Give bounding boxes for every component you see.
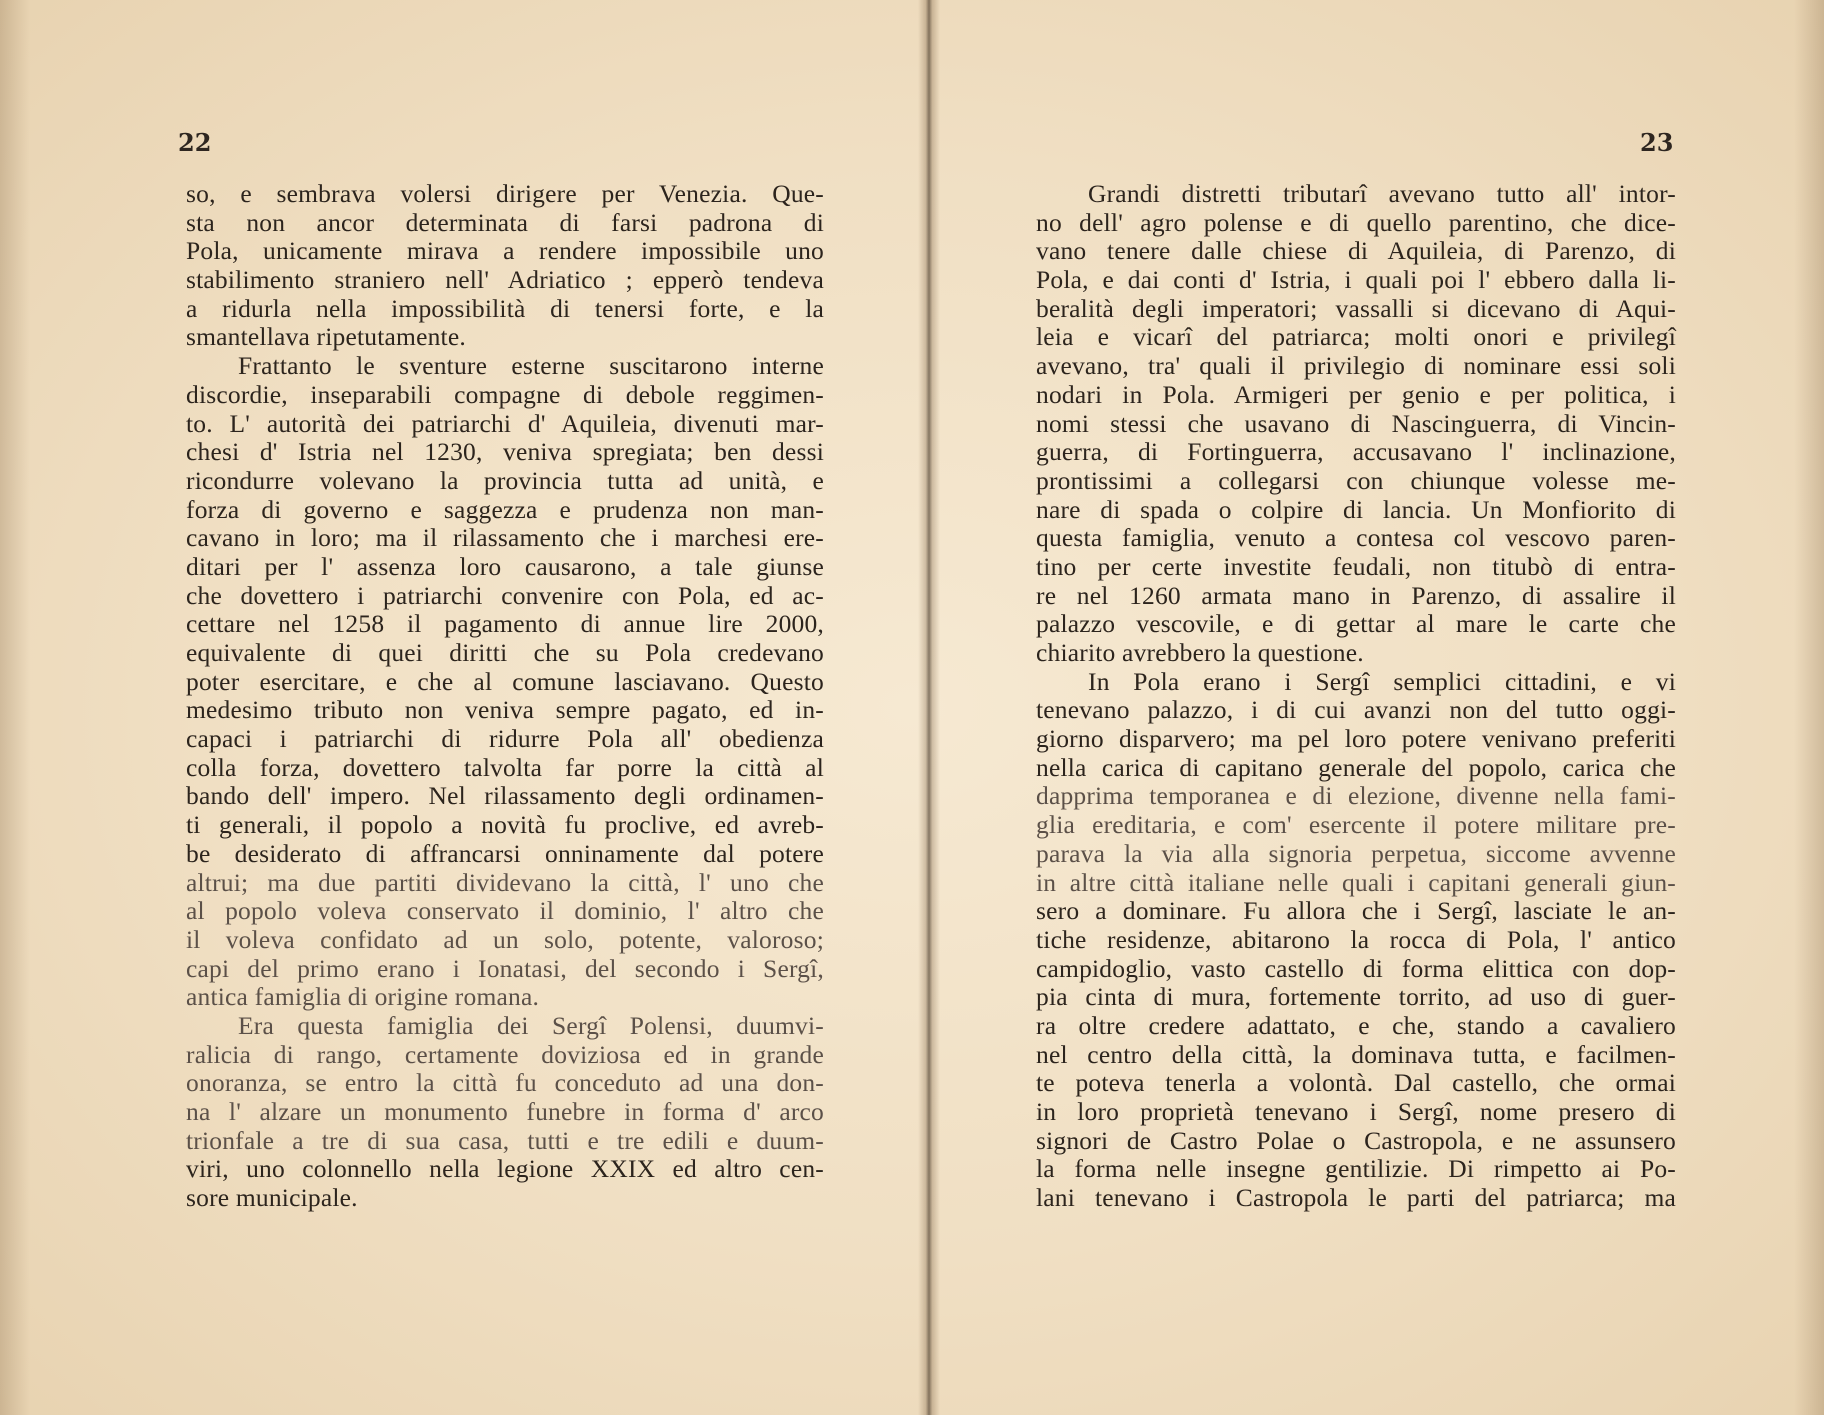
text-line: capi del primo erano i Ionatasi, del secondo i Sergî, (186, 953, 824, 983)
text-line: nomi stessi che usavano di Nascinguerra, di Vincin- (1036, 408, 1676, 438)
text-line: medesimo tributo non veniva sempre pagato, ed in- (186, 695, 824, 725)
text-line: na l' alzare un monumento funebre in forma d' arco (186, 1097, 824, 1126)
text-line: so, e sembrava volersi dirigere per Venezia. Que- (186, 179, 824, 208)
text-line: bando dell' impero. Nel rilassamento degli ordinamen- (186, 781, 824, 811)
text-line: a ridurla nella impossibilità di tenersi forte, e la (186, 293, 824, 323)
text-line: viri, uno colonnello nella legione XXIX ed altro cen- (186, 1154, 824, 1184)
text-line: altrui; ma due partiti dividevano la città, l' uno che (186, 867, 824, 897)
text-line: to. L' autorità dei patriarchi d' Aquileia, divenuti mar- (186, 408, 824, 438)
text-line: Frattanto le sventure esterne suscitarono interne (238, 351, 824, 381)
text-line: tino per certe investite feudali, non titubò di entra- (1036, 551, 1676, 581)
text-line: sore municipale. (186, 1183, 358, 1213)
text-line: equivalente di quei diritti che su Pola credevano (186, 638, 824, 667)
text-line: in altre città italiane nelle quali i capitani generali giun- (1036, 867, 1676, 897)
text-line: lani tenevano i Castropola le parti del patriarca; ma (1036, 1183, 1676, 1213)
text-line: tiche residenze, abitarono la rocca di Pola, l' antico (1036, 924, 1676, 954)
text-line: vano tenere dalle chiese di Aquileia, di Parenzo, di (1036, 236, 1676, 266)
text-line: ricondurre volevano la provincia tutta ad unità, e (186, 465, 824, 495)
text-line: beralità degli imperatori; vassalli si dicevano di Aqui- (1036, 293, 1676, 323)
text-line: colla forza, dovettero talvolta far porre la città al (186, 752, 824, 782)
text-line: nella carica di capitano generale del popolo, carica che (1036, 752, 1676, 782)
text-line: onoranza, se entro la città fu conceduto ad una don- (186, 1068, 824, 1098)
text-line: ra oltre credere adattato, e che, stando a cavaliero (1036, 1010, 1676, 1040)
text-line: avevano, tra' quali il privilegio di nominare essi soli (1036, 351, 1676, 381)
text-line: re nel 1260 armata mano in Parenzo, di assalire il (1036, 580, 1676, 610)
page-number: 23 (1640, 128, 1674, 157)
text-line: pia cinta di mura, fortemente torrito, ad uso di guer- (1036, 982, 1676, 1012)
text-line: chesi d' Istria nel 1230, veniva spregiata; ben dessi (186, 437, 824, 467)
text-line: tenevano palazzo, i di cui avanzi non del tutto oggi- (1036, 695, 1676, 725)
text-line: trionfale a tre di sua casa, tutti e tre edili e duum- (186, 1125, 824, 1155)
text-line: sero a dominare. Fu allora che i Sergî, lasciate le an- (1036, 896, 1676, 926)
text-line: parava la via alla signoria perpetua, siccome avvenne (1036, 838, 1676, 868)
text-line: prontissimi a collegarsi con chiunque volesse me- (1036, 465, 1676, 495)
text-line: be desiderato di affrancarsi onninamente dal potere (186, 838, 824, 868)
text-line: ti generali, il popolo a novità fu proclive, ed avreb- (186, 810, 824, 840)
text-line: In Pola erano i Sergî semplici cittadini, e vi (1088, 666, 1676, 696)
right-page (932, 0, 1824, 1415)
text-line: Era questa famiglia dei Sergî Polensi, duumvi- (238, 1010, 824, 1040)
text-line: cavano in loro; ma il rilassamento che i marchesi ere- (186, 523, 824, 553)
text-line: te poteva tenerla a volontà. Dal castello, che ormai (1036, 1068, 1676, 1098)
text-line: dapprima temporanea e di elezione, divenne nella fami- (1036, 781, 1676, 811)
text-line: nodari in Pola. Armigeri per genio e per politica, i (1036, 379, 1676, 409)
text-line: sta non ancor determinata di farsi padrona di (186, 207, 824, 237)
text-line: Pola, unicamente mirava a rendere impossibile uno (186, 236, 824, 266)
text-line: stabilimento straniero nell' Adriatico ; epperò tendeva (186, 265, 824, 295)
text-line: chiarito avrebbero la questione. (1036, 638, 1364, 667)
text-line: capaci i patriarchi di ridurre Pola all' obedienza (186, 724, 824, 754)
text-line: guerra, di Fortinguerra, accusavano l' inclinazione, (1036, 437, 1676, 467)
text-line: questa famiglia, venuto a contesa col vescovo paren- (1036, 523, 1676, 553)
text-line: che dovettero i patriarchi convenire con Pola, ed ac- (186, 580, 824, 610)
page-number: 22 (178, 128, 212, 157)
text-line: discordie, inseparabili compagne di debole reggimen- (186, 379, 824, 409)
text-line: la forma nelle insegne gentilizie. Di rimpetto ai Po- (1036, 1154, 1676, 1184)
text-line: ditari per l' assenza loro causarono, a tale giunse (186, 551, 824, 581)
text-line: palazzo vescovile, e di gettar al mare le carte che (1036, 609, 1676, 639)
text-line: in loro proprietà tenevano i Sergî, nome presero di (1036, 1097, 1676, 1126)
text-line: il voleva confidato ad un solo, potente, valoroso; (186, 924, 824, 954)
text-line: cettare nel 1258 il pagamento di annue lire 2000, (186, 609, 824, 639)
text-line: glia ereditaria, e com' esercente il potere militare pre- (1036, 810, 1676, 840)
text-line: nare di spada o colpire di lancia. Un Monfiorito di (1036, 494, 1676, 524)
text-line: Pola, e dai conti d' Istria, i quali poi l' ebbero dalla li- (1036, 265, 1676, 295)
text-line: campidoglio, vasto castello di forma elittica con dop- (1036, 953, 1676, 983)
text-line: giorno disparvero; ma pel loro potere venivano preferiti (1036, 724, 1676, 754)
text-line: leia e vicarî del patriarca; molti onori e privilegî (1036, 322, 1676, 352)
body-text (186, 180, 824, 1213)
text-line: al popolo voleva conservato il dominio, l' altro che (186, 896, 824, 926)
text-line: signori de Castro Polae o Castropola, e ne assunsero (1036, 1125, 1676, 1155)
text-line: poter esercitare, e che al comune lasciavano. Questo (186, 666, 824, 696)
body-text (1036, 180, 1676, 1213)
text-line: antica famiglia di origine romana. (186, 982, 540, 1012)
text-line: forza di governo e saggezza e prudenza non man- (186, 494, 824, 524)
text-line: smantellava ripetutamente. (186, 322, 466, 352)
text-line: ralicia di rango, certamente doviziosa ed in grande (186, 1039, 824, 1069)
text-line: no dell' agro polense e di quello parentino, che dice- (1036, 207, 1676, 237)
text-line: Grandi distretti tributarî avevano tutto all' intor- (1088, 179, 1676, 208)
text-line: nel centro della città, la dominava tutta, e facilmen- (1036, 1039, 1676, 1069)
